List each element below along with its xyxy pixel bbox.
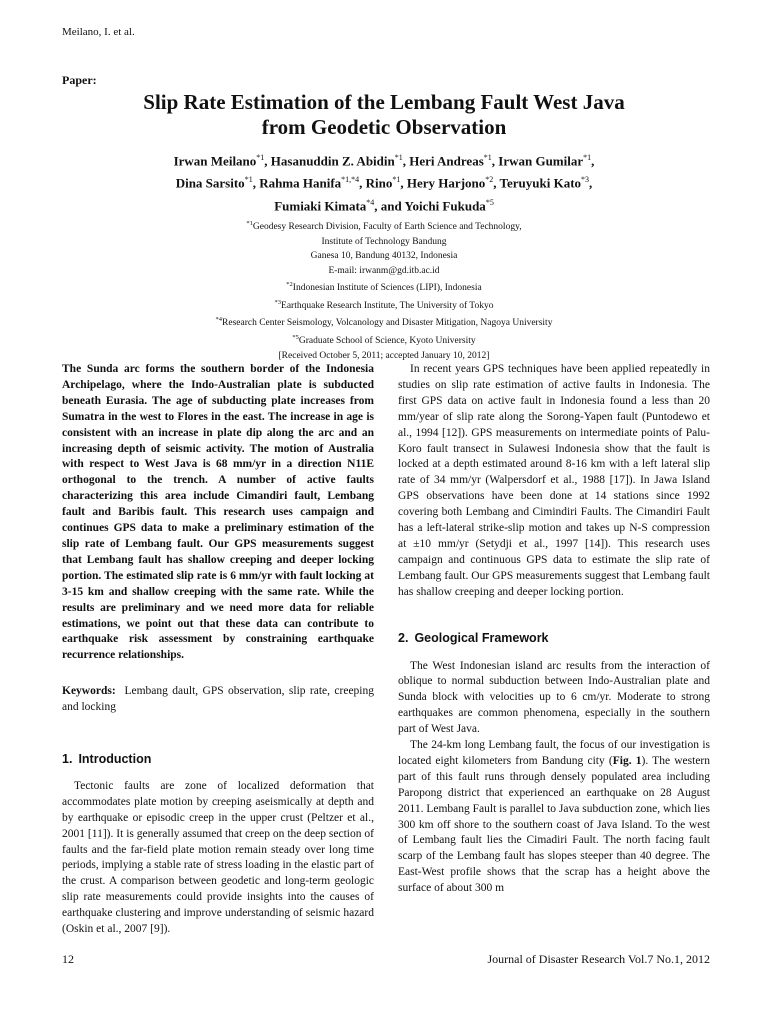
affil-mark: *5 bbox=[292, 334, 299, 342]
section-number: 1. bbox=[62, 752, 73, 767]
author-affil-mark: *3 bbox=[581, 175, 590, 185]
author-name: Teruyuki Kato bbox=[499, 175, 582, 191]
affiliations bbox=[62, 217, 706, 363]
intro-paragraph-1: Tectonic faults are zone of localized deformation that accommodates plate motion by creeping aseismically at depth and by earthquake or episodic creep in the upper crust (Peltzer et al., 2001 [11]). It is generally assumed that creep on the deep section of faults and the far-field plate motion remain steady over long time periods, implying a stable rate of stress loading in the elastic part of the crust. A comparison between geodetic and long-term geologic slip rate measurements could provide insights into the causes of earthquake clustering and improve understanding of seismic hazard (Oskin et al., 2007 [9]). bbox=[62, 779, 374, 936]
intro-paragraph-2: In recent years GPS techniques have been applied repeatedly in studies on slip rate estimation of active faults in Indonesia. The first GPS data on active fault in Indonesia found a less than 20 mm/year of slip rate along the Sorong-Yapen fault (Puntodewo et al., 1994 [12]). GPS measurements on intermediate points of Palu-Koro fault transect in Sulawesi Indonesia show that the fault is locked at a depth estimated around 8-16 km with a left lateral slip rate of 34 mm/yr (Walpersdorf et al., 1988 [17]). In Jawa Island GPS observations have been done at 14 stations since 1992 covering both Lembang and Cimindiri Faults. The Cimandiri Fault has a left-lateral strike-slip motion and takes up N-S compression at ±10 mm/yr (Setydji et al., 1997 [14]). This research uses campaign and continuous GPS data to estimate the slip rate of Lembang fault. Our GPS measurements suggest that Lembang fault has shallow creeping and deeper locking portion. bbox=[398, 363, 710, 598]
journal-citation: Journal of Disaster Research Vol.7 No.1, 2012 bbox=[487, 952, 710, 966]
affil-mark: *3 bbox=[274, 298, 282, 306]
section-title: Geological Framework bbox=[414, 630, 549, 645]
affiliation-line bbox=[62, 217, 706, 235]
affil-mark: *4 bbox=[215, 316, 223, 324]
author-affil-mark: *1 bbox=[394, 153, 403, 162]
author-name: Irwan Meilano bbox=[173, 153, 257, 169]
paper-type-label: Paper: bbox=[62, 73, 97, 87]
section-number: 2. bbox=[398, 630, 409, 645]
author-affil-mark: *1 bbox=[392, 175, 401, 185]
author-name: Hery Harjono bbox=[406, 175, 486, 191]
affil-text: Graduate School of Science, Kyoto University bbox=[298, 336, 476, 347]
affil-mark: *1 bbox=[246, 220, 253, 227]
geo-paragraph-1: The West Indonesian island arc results from the interaction of oblique to normal subduction between Indo-Australian plate and Sunda block with velocities up to 6 cm/yr. Moderate to strong earthquakes are common phenomena, especially in the southern part of West Java. bbox=[398, 659, 710, 736]
affiliation-line bbox=[62, 278, 706, 296]
affil-text: Geodesy Research Division, Faculty of Earth Science and Technology, bbox=[252, 222, 522, 233]
keywords-label: Keywords: bbox=[62, 685, 116, 698]
affil-text: Earthquake Research Institute, The University of Tokyo bbox=[281, 300, 494, 311]
geo-text: ). The western part of this fault runs through densely populated area including Paropong district that experienced an earthquake on 28 August 2011. Lembang Fault is parallel to Java subduction zone, which lies 300 km off shore to the southern coast of Java Island. To the west of Lembang fault lies the Cimadiri Fault. The north facing fault scarp of the Lembang fault has slopes steeper than 40 degree. The East-West profile shows that the scrap has a height above the surface of about 300 m bbox=[398, 754, 710, 895]
running-head: Meilano, I. et al. bbox=[62, 26, 135, 38]
affiliation-line bbox=[62, 331, 706, 349]
section-heading-geological-framework bbox=[398, 631, 710, 647]
author-affil-mark: *1 bbox=[583, 153, 592, 162]
section-title: Introduction bbox=[78, 752, 152, 767]
author-affil-mark: *1 bbox=[244, 175, 253, 185]
affiliation-line: Ganesa 10, Bandung 40132, Indonesia bbox=[310, 251, 458, 262]
keywords-text: Lembang dault, GPS observation, slip rate, creeping and locking bbox=[62, 685, 375, 714]
author-affil-mark: *1 bbox=[256, 153, 265, 162]
author-email: E-mail: irwanm@gd.itb.ac.id bbox=[328, 265, 440, 276]
right-column bbox=[398, 362, 710, 897]
author-name: Hasanuddin Z. Abidin bbox=[270, 153, 395, 169]
affiliation-line: Institute of Technology Bandung bbox=[321, 236, 447, 247]
author-affil-mark: *2 bbox=[485, 175, 494, 185]
author-name: Rahma Hanifa bbox=[259, 175, 342, 191]
author-name: Yoichi Fukuda bbox=[404, 197, 486, 213]
keywords bbox=[62, 684, 374, 716]
author-name: Irwan Gumilar bbox=[498, 153, 584, 169]
geo-text: The 24-km long Lembang fault, the focus of our investigation is located eight kilometers from Bandung city ( bbox=[398, 739, 710, 767]
received-dates: [Received October 5, 2011; accepted January 10, 2012] bbox=[278, 350, 490, 361]
geo-paragraph-2 bbox=[398, 738, 710, 897]
author-line-3: Fumiaki Kimata$^{*4}$, and Yoichi Fukuda$^{*5}$ bbox=[274, 197, 494, 213]
author-name: Rino bbox=[365, 175, 393, 191]
author-line-2: Dina Sarsito$^{*1}$, Rahma Hanifa$^{*1,*4}$, Rino$^{*1}$, Hery Harjono$^{*2}$, Teruyuki Kato$^{*3}$, bbox=[175, 175, 593, 191]
author-list bbox=[62, 148, 706, 215]
paper-title bbox=[62, 90, 706, 140]
title-line-1: Slip Rate Estimation of the Lembang Fault West Java bbox=[143, 90, 625, 114]
page-number: 12 bbox=[62, 952, 74, 966]
affil-text: Indonesian Institute of Sciences (LIPI), Indonesia bbox=[292, 283, 482, 294]
author-affil-mark: *4 bbox=[366, 197, 375, 207]
abstract: The Sunda arc forms the southern border of the Indonesia Archipelago, where the Indo-Australian plate is subducted beneath Eurasia. The age of subducting plate increases from Sumatra in the west to Flores in the east. The increase in age is consistent with an increase in plate dip along the arc and an increasing depth of seismic activity. The motion of Australia with respect to West Java is 68 mm/yr in a direction N11E orthogonal to the trench. A number of active faults characterizing this area include Cimandiri fault, Lembang fault and Baribis fault. This research uses campaign and continues GPS data to make a preliminary estimation of the slip rate of Lembang fault. Our GPS measurements suggest that Lembang fault has shallow creeping and deeper locking portion. The estimated slip rate is 6 mm/yr with fault locking at 3-15 km and shallow creeping with the same rate. While the results are preliminary and we need more data for reliable estimations, we point out that these data can contribute to earthquake risk assessment by constraining earthquake recurrence relationships. bbox=[62, 363, 374, 662]
author-affil-mark: *5 bbox=[485, 197, 494, 207]
author-name: Heri Andreas bbox=[409, 153, 484, 169]
affil-text: Research Center Seismology, Volcanology and Disaster Mitigation, Nagoya University bbox=[222, 318, 553, 329]
section-heading-introduction bbox=[62, 752, 374, 768]
left-column bbox=[62, 362, 374, 938]
author-name: Fumiaki Kimata bbox=[274, 197, 367, 213]
title-line-2: from Geodetic Observation bbox=[261, 115, 507, 139]
affil-mark: *2 bbox=[286, 281, 293, 289]
figure-reference[interactable]: Fig. 1 bbox=[612, 754, 642, 767]
author-affil-mark: *1,*4 bbox=[341, 175, 360, 185]
author-line-1: Irwan Meilano$^{*1}$, Hasanuddin Z. Abidin$^{*1}$, Heri Andreas$^{*1}$, Irwan Gumilar$^{*1}$, bbox=[173, 153, 595, 169]
affiliation-line bbox=[62, 296, 706, 314]
author-affil-mark: *1 bbox=[483, 153, 492, 162]
author-name: Dina Sarsito bbox=[175, 175, 245, 191]
affiliation-line bbox=[62, 313, 706, 331]
